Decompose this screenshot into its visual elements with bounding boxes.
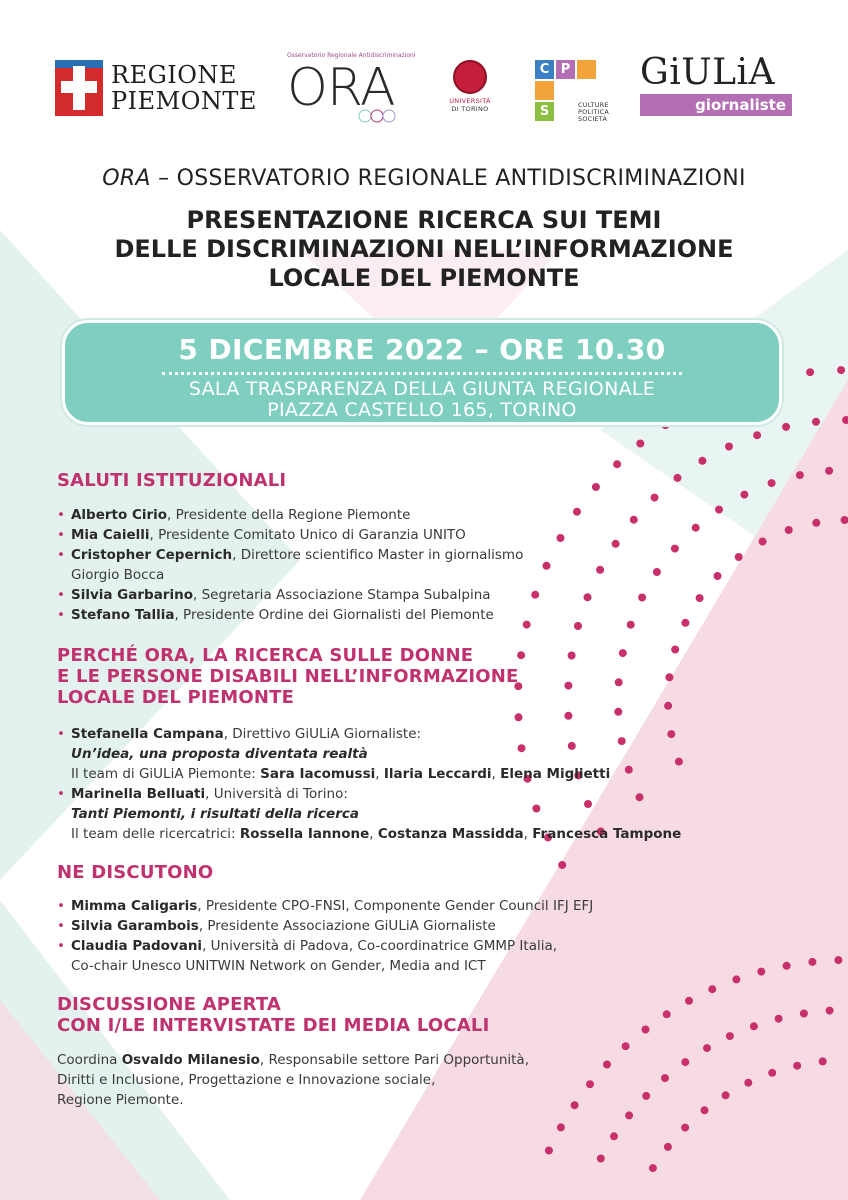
- decorative-dot: [592, 483, 600, 491]
- decorative-dot: [793, 1062, 801, 1070]
- decorative-dot: [619, 649, 627, 657]
- decorative-dot: [775, 1015, 783, 1023]
- team-line: Il team di GiULiA Piemonte: Sara Iacomussi, Ilaria Leccardi, Elena Miglietti: [71, 766, 611, 782]
- decorative-dot: [698, 457, 706, 465]
- section-title-perche: PERCHÉ ORA, LA RICERCA SULLE DONNE E LE PERSONE DISABILI NELL’INFORMAZIONE LOCALE DEL PIEMONTE: [57, 645, 519, 708]
- speaker-item: • Mimma Caligaris, Presidente CPO-FNSI, Componente Gender Council IFJ EFJ: [57, 898, 594, 914]
- unito-seal-icon: [453, 60, 487, 94]
- speaker-item-continuation: Co-chair Unesco UNITWIN Network on Gender, Media and ICT: [71, 958, 486, 974]
- decorative-dot: [701, 1106, 709, 1114]
- decorative-dot: [692, 524, 700, 532]
- section-title-discutono: NE DISCUTONO: [57, 862, 214, 883]
- decorative-dot: [636, 793, 644, 801]
- decorative-dot: [545, 1147, 553, 1155]
- decorative-dot: [610, 1132, 618, 1140]
- decorative-dot: [785, 526, 793, 534]
- talk-title: Tanti Piemonti, i risultati della ricerca: [71, 806, 359, 822]
- decorative-dot: [674, 474, 682, 482]
- decorative-dot: [597, 1155, 605, 1163]
- cps-cell-orange-2: [535, 81, 554, 100]
- decorative-dot: [596, 566, 604, 574]
- decorative-dot: [757, 968, 765, 976]
- cps-cell-s: S: [535, 102, 554, 121]
- speaker-item: • Marinella Belluati, Università di Torino:: [57, 786, 348, 802]
- decorative-dot: [725, 443, 733, 451]
- decorative-dot: [532, 805, 540, 813]
- decorative-dot: [759, 538, 767, 546]
- decorative-dot: [665, 673, 673, 681]
- decorative-dot: [837, 366, 845, 374]
- decorative-dot: [612, 540, 620, 548]
- decorative-dot: [708, 985, 716, 993]
- moderator-line: Coordina Osvaldo Milanesio, Responsabile settore Pari Opportunità,: [57, 1052, 529, 1068]
- decorative-dot: [675, 758, 683, 766]
- decorative-dot: [750, 1022, 758, 1030]
- decorative-dot: [625, 1111, 633, 1119]
- decorative-dot: [667, 730, 675, 738]
- decorative-dot: [800, 1010, 808, 1018]
- giulia-logo: GiULiA giornaliste: [640, 58, 792, 120]
- decorative-dot: [518, 744, 526, 752]
- speaker-item: • Silvia Garambois, Presidente Associazione GiULiA Giornaliste: [57, 918, 496, 934]
- moderator-line-2: Diritti e Inclusione, Progettazione e Innovazione sociale,: [57, 1072, 436, 1088]
- speaker-item: • Stefanella Campana, Direttivo GiULiA Giornaliste:: [57, 726, 422, 742]
- decorative-dot: [627, 621, 635, 629]
- cps-cell-c: C: [535, 60, 554, 79]
- decorative-dot: [642, 1092, 650, 1100]
- decorative-dot: [671, 646, 679, 654]
- decorative-dot: [543, 562, 551, 570]
- ora-circles-icon: [345, 108, 415, 124]
- decorative-dot: [806, 368, 814, 376]
- decorative-dot: [726, 1032, 734, 1040]
- decorative-dot: [613, 460, 621, 468]
- decorative-dot: [574, 622, 582, 630]
- decorative-dot: [735, 553, 743, 561]
- decorative-dot: [651, 494, 659, 502]
- decorative-dot: [744, 1079, 752, 1087]
- regione-cross-icon: [55, 60, 103, 116]
- speaker-item: • Stefano Tallia, Presidente Ordine dei Giornalisti del Piemonte: [57, 607, 494, 623]
- event-venue-line-2: PIAZZA CASTELLO 165, TORINO: [267, 399, 577, 421]
- decorative-dot: [558, 861, 566, 869]
- decorative-dot: [661, 1074, 669, 1082]
- decorative-dot: [671, 545, 679, 553]
- speaker-item: • Silvia Garbarino, Segretaria Associazione Stampa Subalpina: [57, 587, 491, 603]
- decorative-dot: [557, 1123, 565, 1131]
- decorative-dot: [625, 766, 633, 774]
- decorative-dot: [782, 423, 790, 431]
- decorative-dot: [696, 594, 704, 602]
- cps-logo: [535, 60, 645, 123]
- decorative-dot: [812, 418, 820, 426]
- event-date: 5 DICEMBRE 2022 – ORE 10.30: [178, 333, 666, 366]
- decorative-dot: [557, 534, 565, 542]
- decorative-dot: [564, 712, 572, 720]
- cps-cell-orange: [577, 60, 596, 79]
- decorative-dot: [681, 1058, 689, 1066]
- decorative-dot: [825, 467, 833, 475]
- cps-logo-text: CULTURE POLITICA SOCIETÀ: [578, 101, 610, 123]
- observatory-subtitle: ORA – OSSERVATORIO REGIONALE ANTIDISCRIMINAZIONI: [102, 166, 746, 191]
- decorative-dot: [715, 506, 723, 514]
- decorative-dot: [515, 713, 523, 721]
- decorative-dot: [573, 508, 581, 516]
- decorative-dot: [618, 737, 626, 745]
- decorative-dot: [571, 1101, 579, 1109]
- decorative-dot: [603, 1061, 611, 1069]
- decorative-dot: [584, 593, 592, 601]
- talk-title: Un’idea, una proposta diventata realtà: [71, 746, 368, 762]
- decorative-dot: [834, 956, 842, 964]
- decorative-dot: [812, 519, 820, 527]
- decorative-dot: [740, 491, 748, 499]
- decorative-dot: [568, 652, 576, 660]
- decorative-dot: [653, 568, 661, 576]
- speaker-item: • Mia Caielli, Presidente Comitato Unico di Garanzia UNITO: [57, 527, 466, 543]
- team-line: Il team delle ricercatrici: Rossella Iannone, Costanza Massidda, Francesca Tampone: [71, 826, 682, 842]
- cps-cell-p: P: [556, 60, 575, 79]
- decorative-dot: [714, 572, 722, 580]
- dotted-divider: [162, 372, 682, 375]
- decorative-dot: [615, 678, 623, 686]
- decorative-dot: [819, 1057, 827, 1065]
- speaker-item: • Claudia Padovani, Università di Padova, Co-coordinatrice GMMP Italia,: [57, 938, 558, 954]
- decorative-dot: [531, 591, 539, 599]
- decorative-dot: [649, 1164, 657, 1172]
- decorative-dot: [636, 440, 644, 448]
- decorative-dot: [614, 708, 622, 716]
- decorative-dot: [523, 621, 531, 629]
- decorative-dot: [722, 1091, 730, 1099]
- event-venue-line-1: SALA TRASPARENZA DELLA GIUNTA REGIONALE: [188, 378, 656, 400]
- decorative-dot: [753, 431, 761, 439]
- unito-logo: [445, 60, 495, 122]
- decorative-dot: [703, 1044, 711, 1052]
- date-venue-box: [62, 320, 782, 425]
- decorative-dot: [564, 682, 572, 690]
- regione-logo-text: REGIONE PIEMONTE: [111, 61, 257, 115]
- decorative-dot: [584, 800, 592, 808]
- decorative-dot: [685, 997, 693, 1005]
- section-title-saluti: SALUTI ISTITUZIONALI: [57, 470, 287, 491]
- decorative-dot: [681, 619, 689, 627]
- decorative-dot: [642, 1026, 650, 1034]
- decorative-dot: [768, 1069, 776, 1077]
- event-title: PRESENTAZIONE RICERCA SUI TEMI DELLE DISCRIMINAZIONI NELL’INFORMAZIONE LOCALE DEL PIEMONTE: [114, 206, 734, 292]
- decorative-dot: [622, 1042, 630, 1050]
- decorative-dot: [664, 702, 672, 710]
- moderator-line-3: Regione Piemonte.: [57, 1092, 184, 1108]
- decorative-dot: [732, 975, 740, 983]
- decorative-dot: [630, 516, 638, 524]
- decorative-dot: [783, 962, 791, 970]
- speaker-item: • Cristopher Cepernich, Direttore scientifico Master in giornalismo: [57, 547, 524, 563]
- decorative-dot: [808, 958, 816, 966]
- speaker-item-continuation: Giorgio Bocca: [71, 567, 165, 583]
- unito-logo-text: UNIVERSITÀ DI TORINO: [449, 97, 491, 113]
- regione-piemonte-logo: [55, 60, 257, 116]
- decorative-dot: [826, 1007, 834, 1015]
- decorative-dot: [568, 742, 576, 750]
- decorative-dot: [796, 471, 804, 479]
- decorative-dot: [768, 479, 776, 487]
- decorative-dot: [664, 1143, 672, 1151]
- decorative-dot: [663, 1010, 671, 1018]
- section-title-discussione: DISCUSSIONE APERTA CON I/LE INTERVISTATE DEI MEDIA LOCALI: [57, 994, 490, 1036]
- decorative-dot: [638, 594, 646, 602]
- speaker-item: • Alberto Cirio, Presidente della Regione Piemonte: [57, 507, 411, 523]
- ora-logo: Osservatorio Regionale Antidiscriminazioni ORA: [285, 52, 415, 122]
- decorative-dot: [681, 1124, 689, 1132]
- decorative-dot: [586, 1080, 594, 1088]
